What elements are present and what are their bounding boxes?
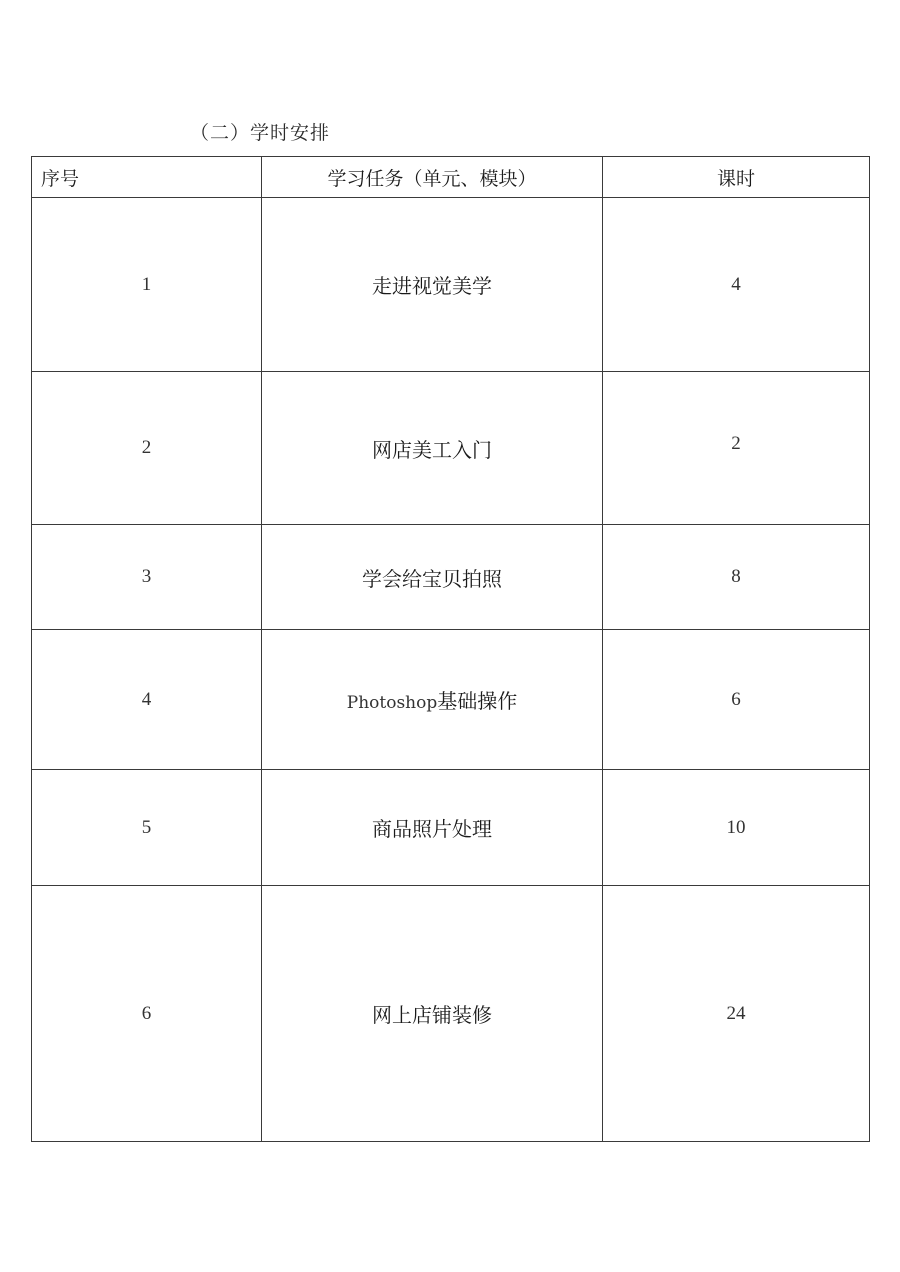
header-hours: 课时 xyxy=(603,157,870,198)
row-hours: 10 xyxy=(603,770,870,886)
table-row xyxy=(32,372,870,525)
row-task-cjk: 基础操作 xyxy=(437,689,518,713)
row-task: 商品照片处理 xyxy=(262,770,603,886)
row-seq: 2 xyxy=(32,372,262,525)
row-seq: 4 xyxy=(32,630,262,770)
row-task: 网店美工入门 xyxy=(262,372,603,525)
row-task: 网上店铺装修 xyxy=(262,886,603,1142)
row-task xyxy=(262,630,603,770)
header-task: 学习任务（单元、模块） xyxy=(262,157,603,198)
row-hours: 8 xyxy=(603,525,870,630)
row-task: 走进视觉美学 xyxy=(262,198,603,372)
table-row xyxy=(32,630,870,770)
table-header-row xyxy=(32,157,870,198)
row-hours: 2 xyxy=(603,372,870,525)
row-seq: 3 xyxy=(32,525,262,630)
row-seq: 1 xyxy=(32,198,262,372)
row-task-latin: Photoshop xyxy=(346,693,438,713)
table-row xyxy=(32,525,870,630)
row-hours: 4 xyxy=(603,198,870,372)
class-hours-table xyxy=(31,156,870,1142)
section-heading: （二）学时安排 xyxy=(190,122,331,144)
row-task: 学会给宝贝拍照 xyxy=(262,525,603,630)
header-seq: 序号 xyxy=(32,157,262,198)
row-hours: 6 xyxy=(603,630,870,770)
table-row xyxy=(32,770,870,886)
table-row xyxy=(32,886,870,1142)
row-seq: 5 xyxy=(32,770,262,886)
table-row xyxy=(32,198,870,372)
row-hours: 24 xyxy=(603,886,870,1142)
row-seq: 6 xyxy=(32,886,262,1142)
